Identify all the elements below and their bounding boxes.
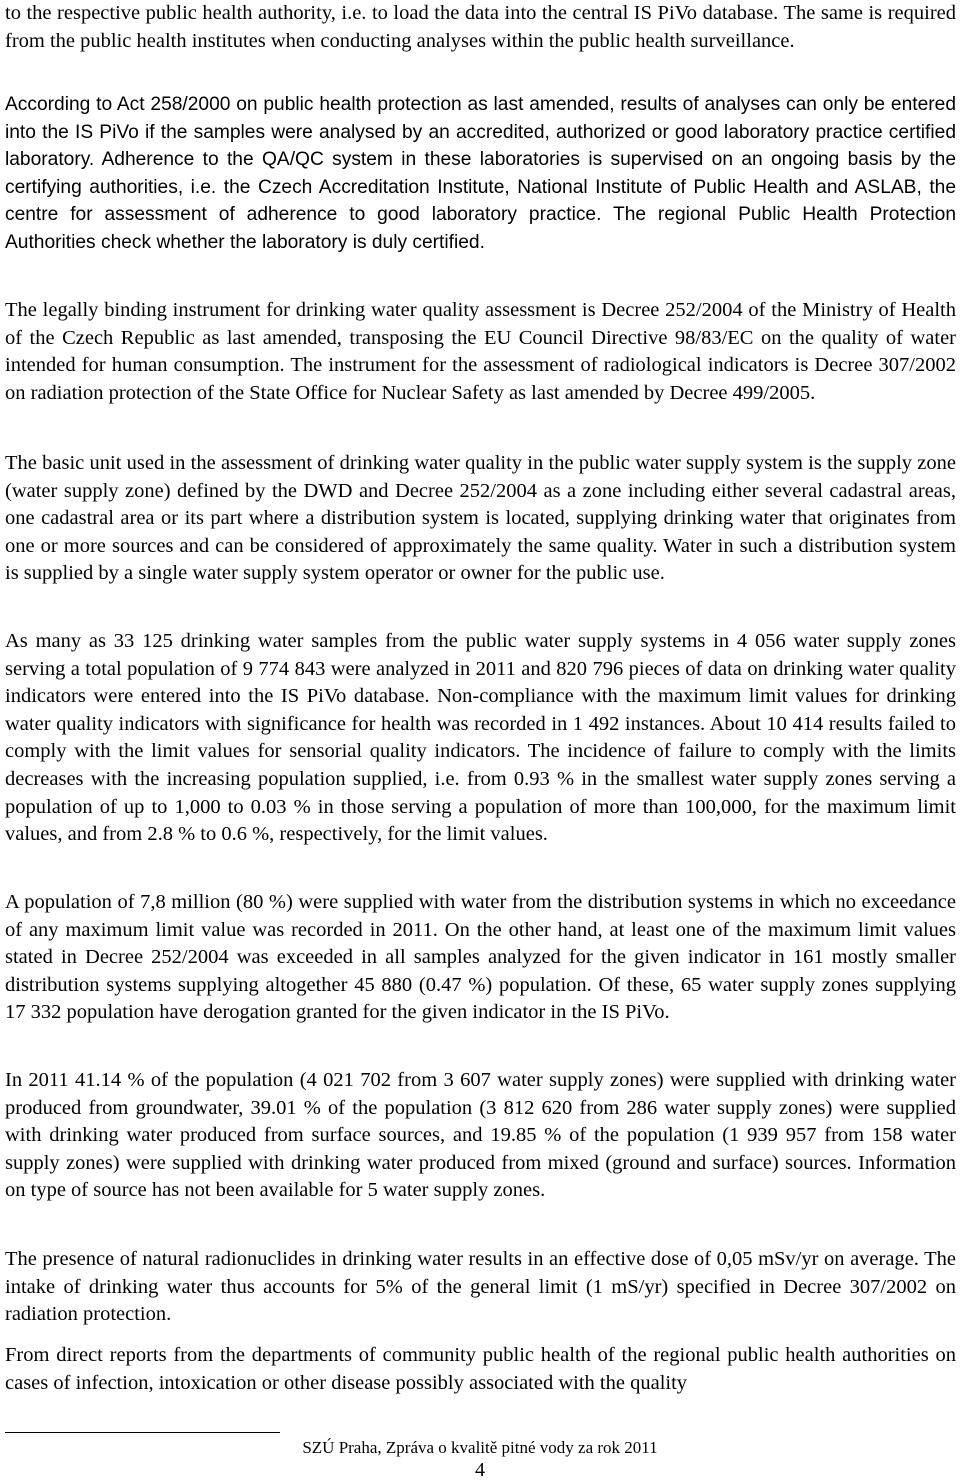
paragraph-direct-reports: From direct reports from the departments of community public health of the regional public health authorities on cases of infection, intoxication or other disease possibly associated with the quality bbox=[5, 1344, 956, 1394]
paragraph-source-types: In 2011 41.14 % of the population (4 021 702 from 3 607 water supply zones) were supplied with drinking water produced from groundwater, 39.01 % of the population (3 812 620 from 286 water supply zones) were supplied with drinking water produced from surface sources, and 19.85 % of the population (1 939 957 from 158 water supply zones) were supplied with drinking water produced from mixed (ground and surface) sources. Information on type of source has not been available for 5 water supply zones. bbox=[5, 1069, 956, 1202]
paragraph-continuation: to the respective public health authority, i.e. to load the data into the central IS PiVo database. The same is required from the public health institutes when conducting analyses within the public health surveillance. bbox=[5, 2, 956, 52]
paragraph-samples-statistics: As many as 33 125 drinking water samples from the public water supply systems in 4 056 water supply zones serving a total population of 9 774 843 were analyzed in 2011 and 820 796 pieces of data on drinking water quality indicators were entered into the IS PiVo database. Non-compliance with the maximum limit values for drinking water quality indicators with significance for health was recorded in 1 492 instances. About 10 414 results failed to comply with the limit values for sensorial quality indicators. The incidence of failure to comply with the limits decreases with the increasing population supplied, i.e. from 0.93 % in the smallest water supply zones serving a population of up to 1,000 to 0.03 % in those serving a population of more than 100,000, for the maximum limit values, and from 2.8 % to 0.6 %, respectively, for the limit values. bbox=[5, 630, 956, 846]
footer-divider bbox=[5, 1432, 280, 1433]
paragraph-radionuclides: The presence of natural radionuclides in drinking water results in an effective dose of 0,05 mSv/yr on average. The intake of drinking water thus accounts for 5% of the general limit (1 mS/yr) specified in Decree 307/2002 on radiation protection. bbox=[5, 1248, 956, 1326]
paragraph-supply-zone: The basic unit used in the assessment of drinking water quality in the public water supply system is the supply zone (water supply zone) defined by the DWD and Decree 252/2004 as a zone including either several cadastral areas, one cadastral area or its part where a distribution system is located, supplying drinking water that originates from one or more sources and can be considered of approximately the same quality. Water in such a distribution system is supplied by a single water supply system operator or owner for the public use. bbox=[5, 452, 956, 585]
paragraph-act-258: According to Act 258/2000 on public health protection as last amended, results of analyses can only be entered into the IS PiVo if the samples were analysed by an accredited, authorized or good laboratory practice certified laboratory. Adherence to the QA/QC system in these laboratories is supervised on an ongoing basis by the certifying authorities, i.e. the Czech Accreditation Institute, National Institute of Public Health and ASLAB, the centre for assessment of adherence to good laboratory practice. The regional Public Health Protection Authorities check whether the laboratory is duly certified. bbox=[5, 94, 956, 253]
paragraph-population-supplied: A population of 7,8 million (80 %) were supplied with water from the distribution systems in which no exceedance of any maximum limit value was recorded in 2011. On the other hand, at least one of the maximum limit values stated in Decree 252/2004 was exceeded in all samples analyzed for the given indicator in 161 mostly smaller distribution systems supplying altogether 45 880 (0.47 %) population. Of these, 65 water supply zones supplying 17 332 population have derogation granted for the given indicator in the IS PiVo. bbox=[5, 891, 956, 1024]
paragraph-legal-instrument: The legally binding instrument for drinking water quality assessment is Decree 252/2004 of the Ministry of Health of the Czech Republic as last amended, transposing the EU Council Directive 98/83/EC on the quality of water intended for human consumption. The instrument for the assessment of radiological indicators is Decree 307/2002 on radiation protection of the State Office for Nuclear Safety as last amended by Decree 499/2005. bbox=[5, 299, 956, 404]
footer-title: SZÚ Praha, Zpráva o kvalitě pitné vody za rok 2011 bbox=[302, 1438, 658, 1457]
page-number: 4 bbox=[475, 1459, 485, 1481]
